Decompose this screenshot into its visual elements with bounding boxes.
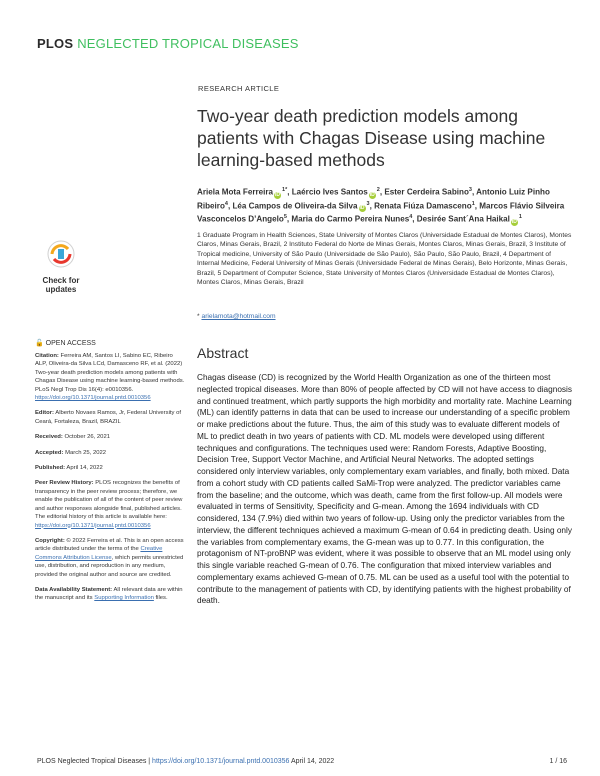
orcid-icon[interactable]: iD (369, 191, 375, 198)
check-for-updates-label: Check for updates (42, 276, 80, 294)
email-link[interactable]: arielamota@hotmail.com (201, 313, 276, 320)
citation-doi-link[interactable]: https://doi.org/10.1371/journal.pntd.0010356 (35, 395, 151, 402)
author-name[interactable]: Marcos Flávio Silveira Vasconcelos D’Angelo (197, 201, 565, 225)
author-name[interactable]: Laércio Ives Santos (291, 187, 368, 197)
footer-journal: PLOS Neglected Tropical Diseases | (37, 758, 151, 765)
peer-review-history: Peer Review History: PLOS recognizes the benefits of transparency in the peer review process; therefore, we enable the publication of all of the content of peer review and author responses alongside final, published articles. The editorial history of this article is available here: https://doi.org/10.1371/journal.pntd.0010356 (35, 480, 183, 529)
peer-review-link[interactable]: https://doi.org/10.1371/journal.pntd.0010356 (35, 522, 151, 529)
open-lock-icon: 🔓 (35, 340, 44, 347)
article-type: RESEARCH ARTICLE (198, 84, 280, 93)
author-name[interactable]: Léa Campos de Oliveira-da Silva (232, 201, 358, 211)
open-access: 🔓 OPEN ACCESS (35, 340, 96, 347)
journal-header (37, 36, 299, 51)
author-name[interactable]: Desirée Sant´Ana Haikal (416, 215, 510, 225)
page-number: 1 / 16 (549, 758, 567, 765)
copyright: Copyright: © 2022 Ferreira et al. This is an open access article distributed under the terms of the Creative Commons Attribution License, which permits unrestricted use, distribution, and reproduction in any medium, provided the original author and source are credited. (35, 537, 184, 578)
page-footer (37, 758, 567, 765)
received-date: Received: October 26, 2021 (35, 434, 111, 441)
orcid-icon[interactable]: iD (511, 219, 517, 226)
orcid-icon[interactable]: iD (359, 205, 365, 212)
author-name[interactable]: Ariela Mota Ferreira (197, 187, 274, 197)
editor: Editor: Alberto Novaes Ramos, Jr, Federal University of Ceará, Fortaleza, Brazil, BRAZIL (35, 410, 182, 425)
author-name[interactable]: Ester Cerdeira Sabino (384, 187, 469, 197)
accepted-date: Accepted: March 25, 2022 (35, 449, 107, 456)
footer-date: April 14, 2022 (291, 758, 335, 765)
citation: Citation: Ferreira AM, Santos LI, Sabino EC, Ribeiro ALP, Oliveira-da Silva LCd, Damasceno RF, et al. (2022) Two-year death prediction models among patients with Chagas Disease using machine learning-based methods. PLoS Negl Trop Dis 16(4): e0010356. https://doi.org/10.1371/journal.pntd.0010356 (35, 353, 185, 402)
author-name[interactable]: Antonio Luiz Pinho Ribeiro (197, 187, 550, 211)
affiliations: 1 Graduate Program in Health Sciences, State University of Montes Claros (Universidade Estadual de Montes Claros), Montes Claros, Minas Gerais, Brazil, 2 Instituto Federal do Norte de Minas Gerais, Montes Claros, Minas Gerais, Brazil, 3 Institute of Tropical medicine, University of São Paulo (Universidade de São Paulo), São Paulo, São Paulo, Brazil, 4 Department of Internal Medicine, Federal University of Minas Gerais (Universidade Federal de Minas Gerais), Belo Horizonte, Minas Gerais, Brazil, 5 Department of Computer Science, State University of Montes Claros (Universidade Estadual de Montes Claros), Montes Claros, Minas Gerais, Brazil (197, 232, 572, 287)
abstract-body: Chagas disease (CD) is recognized by the World Health Organization as one of the thirteen most neglected tropical diseases. More than 80% of people affected by CD will not have access to diagnosis and continued treatment, which partly supports the high morbidity and mortality rate. Machine Learning (ML) can identify patterns in data that can be used to increase our understanding of a specific problem or make predictions about the future. Thus, the aim of this study was to evaluate different models of ML to predict death in two years of patients with CD. ML models were developed using different techniques and configurations. The techniques used were: Random Forests, Adaptive Boosting, Decision Tree, Support Vector Machine, and Artificial Neural Networks. The adopted settings considered only interview variables, only complementary exam variables, and finally, both mixed. Data from a cohort study with CD patients called SaMi-Trop were analyzed. The predictor variables came from the baseline; and the outcome, which was death, came from the first follow-up. All models were evaluated in terms of Sensitivity, Specificity and G-mean. Among the 1694 individuals with CD considered, 134 (7.9%) died within two years of follow-up. Using only the predictor variables from the interview, the different techniques achieved a maximum G-mean of 0.64 in predicting death. Using only the variables from complementary exams, the G-mean was up to 0.77. In this configuration, the protagonism of NT-proBNP was evident, where it was possible to observe that an ML model using only this single variable reached G-mean of 0.76. The configuration that mixed interview variables and complementary exams achieved G-mean of 0.75. ML can be used as a useful tool with the potential to contribute to the management of patients with CD, by identifying patients with the highest probability of death. (197, 373, 572, 606)
publisher-logo: PLOS (37, 36, 74, 51)
abstract-heading: Abstract (197, 345, 249, 361)
published-date: Published: April 14, 2022 (35, 465, 103, 472)
footer-doi-link[interactable]: https://doi.org/10.1371/journal.pntd.0010356 (152, 758, 290, 765)
license-link[interactable]: Creative Commons Attribution License (35, 546, 163, 561)
article-title: Two-year death prediction models among patients with Chagas Disease using machine learning-based methods (197, 106, 546, 170)
author-list: Ariela Mota Ferreira $iD^{1*}$, Laércio Ives Santos $iD^2$, Ester Cerdeira Sabino$^3$, Antonio Luiz Pinho Ribeiro$^4$, Léa Campos de Oliveira-da Silva $iD^3$, Renata Fiúza Damasceno$^1$, Marcos Flávio Silveira Vasconcelos D’Angelo$^5$, Maria do Carmo Pereira Nunes$^4$, Desirée Sant´Ana Haikal $iD^1$ (197, 187, 565, 226)
article-info-sidebar (35, 352, 185, 610)
check-for-updates-badge[interactable] (35, 239, 87, 297)
data-availability: Data Availability Statement: All relevant data are within the manuscript and its Supporting Information files. (35, 586, 183, 602)
journal-name: NEGLECTED TROPICAL DISEASES (77, 36, 299, 51)
author-name[interactable]: Renata Fiúza Damasceno (374, 201, 472, 211)
corresponding-author: * arielamota@hotmail.com (197, 313, 276, 320)
orcid-icon[interactable]: iD (275, 191, 281, 198)
check-for-updates-icon (35, 239, 87, 269)
author-name[interactable]: Maria do Carmo Pereira Nunes (291, 215, 410, 225)
supporting-info-link[interactable]: Supporting Information (94, 595, 154, 602)
